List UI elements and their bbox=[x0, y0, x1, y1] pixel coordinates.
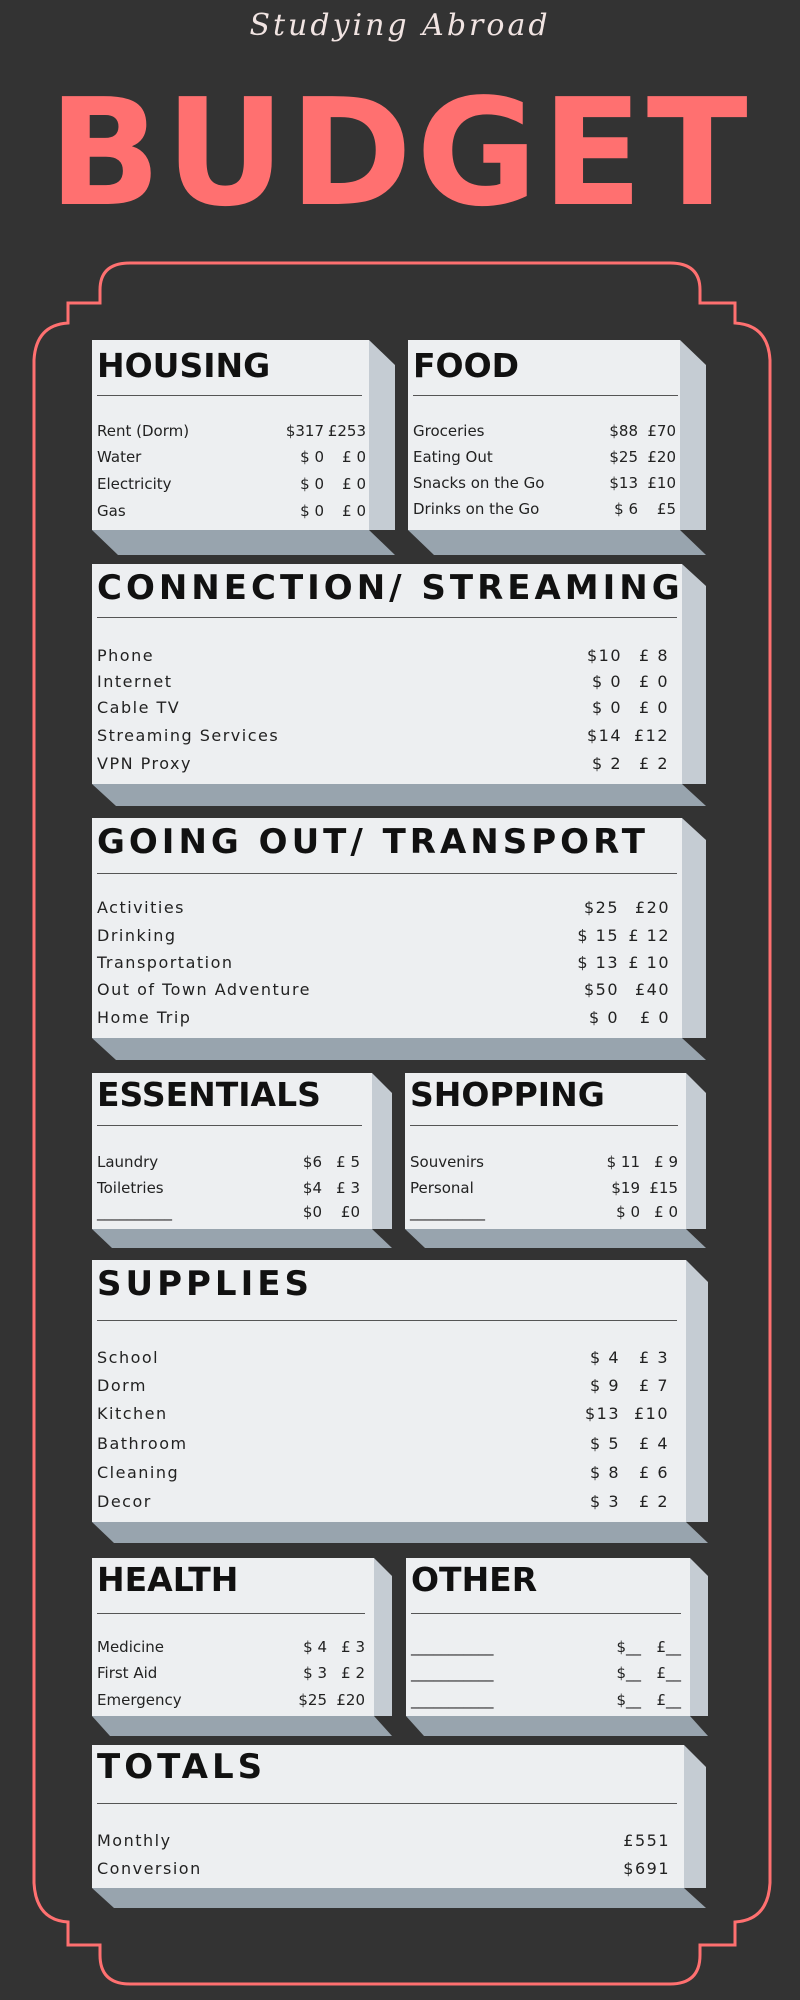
divider bbox=[97, 1803, 677, 1804]
list-item-label: __________ bbox=[97, 1203, 172, 1221]
supplies-title: SUPPLIES bbox=[97, 1264, 313, 1304]
gbp-value: £ 0 bbox=[342, 475, 366, 493]
usd-value: $ 3 bbox=[303, 1664, 327, 1682]
going-out-title: GOING OUT/ TRANSPORT bbox=[97, 822, 649, 862]
usd-value: $ 0 bbox=[300, 448, 324, 466]
usd-value: $14 bbox=[586, 726, 622, 745]
page-title: BUDGET bbox=[48, 67, 752, 239]
usd-value: $19 bbox=[611, 1179, 640, 1197]
other-title: OTHER bbox=[411, 1560, 538, 1599]
list-item-label: Souvenirs bbox=[410, 1153, 484, 1171]
usd-value: $ 9 bbox=[590, 1376, 620, 1395]
totals-card bbox=[92, 1745, 706, 1908]
page-subtitle: Studying Abroad bbox=[249, 8, 551, 43]
gbp-value: £253 bbox=[327, 422, 366, 440]
divider bbox=[97, 1320, 677, 1321]
list-item-label: Dorm bbox=[97, 1376, 147, 1395]
list-item-label: School bbox=[97, 1348, 160, 1367]
usd-value: $ 4 bbox=[303, 1638, 327, 1656]
gbp-value: £20 bbox=[634, 898, 670, 917]
gbp-value: £12 bbox=[633, 726, 669, 745]
list-item-label: Personal bbox=[410, 1179, 474, 1197]
gbp-value: £ 2 bbox=[341, 1664, 365, 1682]
usd-value: $13 bbox=[609, 474, 638, 492]
essentials-card bbox=[92, 1073, 392, 1248]
list-item-label: Eating Out bbox=[413, 448, 493, 466]
usd-value: $ 0 bbox=[300, 502, 324, 520]
usd-value: $ 15 bbox=[577, 926, 619, 945]
gbp-value: £5 bbox=[656, 500, 676, 518]
usd-value: $4 bbox=[302, 1179, 322, 1197]
list-item-label: Transportation bbox=[97, 953, 234, 972]
gbp-value: £ 3 bbox=[336, 1179, 360, 1197]
list-item-label: Laundry bbox=[97, 1153, 159, 1171]
gbp-value: £ 8 bbox=[639, 646, 669, 665]
usd-value: $ 0 bbox=[592, 672, 622, 691]
going-out-card bbox=[92, 818, 706, 1060]
totals-monthly-value: £551 bbox=[623, 1831, 670, 1850]
divider bbox=[97, 617, 677, 618]
blank-line-field[interactable]: ___________ bbox=[411, 1638, 494, 1656]
list-item-label: Decor bbox=[97, 1492, 152, 1511]
gbp-value: £10 bbox=[647, 474, 676, 492]
gbp-value: £ 5 bbox=[336, 1153, 360, 1171]
totals-monthly-label: Monthly bbox=[97, 1831, 172, 1850]
usd-value: $ 6 bbox=[614, 500, 638, 518]
list-item-label: Bathroom bbox=[97, 1434, 188, 1453]
list-item-label: Rent (Dorm) bbox=[97, 422, 190, 440]
list-item-label: Internet bbox=[97, 672, 173, 691]
list-item-label: Toiletries bbox=[97, 1179, 164, 1197]
gbp-value: £__ bbox=[656, 1691, 681, 1709]
list-item-label: Electricity bbox=[97, 475, 172, 493]
divider bbox=[97, 395, 362, 396]
gbp-value: £ 4 bbox=[639, 1434, 669, 1453]
usd-value: $ 0 bbox=[300, 475, 324, 493]
usd-value: $ 0 bbox=[616, 1203, 640, 1221]
connection-card bbox=[92, 564, 706, 806]
blank-line-field[interactable]: ___________ bbox=[411, 1691, 494, 1709]
list-item-label: Phone bbox=[97, 646, 155, 665]
usd-value: $ 0 bbox=[592, 698, 622, 717]
usd-value: $25 bbox=[583, 898, 619, 917]
usd-value: $__ bbox=[616, 1638, 641, 1656]
shopping-card bbox=[405, 1073, 706, 1248]
supplies-card bbox=[92, 1260, 708, 1543]
divider bbox=[411, 1613, 681, 1614]
totals-conversion-value: $691 bbox=[623, 1859, 670, 1878]
divider bbox=[97, 1613, 365, 1614]
housing-card bbox=[92, 340, 395, 555]
divider bbox=[97, 873, 677, 874]
list-item-label: First Aid bbox=[97, 1664, 158, 1682]
health-card bbox=[92, 1558, 392, 1736]
gbp-value: £ 2 bbox=[639, 754, 669, 773]
gbp-value: £ 12 bbox=[628, 926, 670, 945]
usd-value: $ 8 bbox=[590, 1463, 620, 1482]
list-item-label: __________ bbox=[410, 1203, 485, 1221]
other-card bbox=[406, 1558, 708, 1736]
gbp-value: £40 bbox=[634, 980, 670, 999]
gbp-value: £70 bbox=[647, 422, 676, 440]
list-item-label: Activities bbox=[97, 898, 185, 917]
list-item-label: Drinking bbox=[97, 926, 177, 945]
gbp-value: £ 3 bbox=[639, 1348, 669, 1367]
usd-value: $ 2 bbox=[592, 754, 622, 773]
divider bbox=[97, 1125, 362, 1126]
list-item-label: Water bbox=[97, 448, 142, 466]
gbp-value: £ 3 bbox=[341, 1638, 365, 1656]
totals-title: TOTALS bbox=[97, 1747, 267, 1787]
list-item-label: Snacks on the Go bbox=[413, 474, 545, 492]
gbp-value: £ 0 bbox=[639, 698, 669, 717]
gbp-value: £ 0 bbox=[342, 448, 366, 466]
list-item-label: Home Trip bbox=[97, 1008, 192, 1027]
usd-value: $6 bbox=[302, 1153, 322, 1171]
essentials-title: ESSENTIALS bbox=[97, 1075, 321, 1114]
gbp-value: £ 10 bbox=[628, 953, 670, 972]
usd-value: $__ bbox=[616, 1664, 641, 1682]
list-item-label: Drinks on the Go bbox=[413, 500, 540, 518]
usd-value: $50 bbox=[583, 980, 619, 999]
usd-value: $25 bbox=[609, 448, 638, 466]
usd-value: $13 bbox=[584, 1404, 620, 1423]
gbp-value: £__ bbox=[656, 1664, 681, 1682]
usd-value: $0 bbox=[302, 1203, 322, 1221]
usd-value: $ 11 bbox=[606, 1153, 640, 1171]
totals-conversion-label: Conversion bbox=[97, 1859, 202, 1878]
gbp-value: £0 bbox=[340, 1203, 360, 1221]
gbp-value: £ 0 bbox=[640, 1008, 670, 1027]
food-card bbox=[408, 340, 706, 555]
gbp-value: £ 2 bbox=[639, 1492, 669, 1511]
gbp-value: £ 0 bbox=[342, 502, 366, 520]
usd-value: $ 5 bbox=[590, 1434, 620, 1453]
shopping-title: SHOPPING bbox=[410, 1075, 605, 1114]
gbp-value: £ 0 bbox=[654, 1203, 678, 1221]
connection-title: CONNECTION/ STREAMING bbox=[97, 568, 684, 608]
usd-value: $10 bbox=[586, 646, 622, 665]
list-item-label: Streaming Services bbox=[97, 726, 280, 745]
gbp-value: £20 bbox=[336, 1691, 365, 1709]
gbp-value: £ 9 bbox=[654, 1153, 678, 1171]
divider bbox=[410, 1125, 678, 1126]
gbp-value: £__ bbox=[656, 1638, 681, 1656]
gbp-value: £10 bbox=[633, 1404, 669, 1423]
list-item-label: Kitchen bbox=[97, 1404, 168, 1423]
usd-value: $__ bbox=[616, 1691, 641, 1709]
list-item-label: Gas bbox=[97, 502, 126, 520]
list-item-label: Groceries bbox=[413, 422, 485, 440]
usd-value: $317 bbox=[285, 422, 324, 440]
list-item-label: Cable TV bbox=[97, 698, 181, 717]
usd-value: $ 4 bbox=[590, 1348, 620, 1367]
housing-title: HOUSING bbox=[97, 346, 271, 385]
gbp-value: £15 bbox=[649, 1179, 678, 1197]
list-item-label: Emergency bbox=[97, 1691, 182, 1709]
blank-line-field[interactable]: ___________ bbox=[411, 1664, 494, 1682]
gbp-value: £ 6 bbox=[639, 1463, 669, 1482]
list-item-label: Medicine bbox=[97, 1638, 165, 1656]
list-item-label: Out of Town Adventure bbox=[97, 980, 312, 999]
gbp-value: £ 7 bbox=[639, 1376, 669, 1395]
list-item-label: Cleaning bbox=[97, 1463, 180, 1482]
usd-value: $ 13 bbox=[577, 953, 619, 972]
gbp-value: £20 bbox=[647, 448, 676, 466]
usd-value: $88 bbox=[609, 422, 638, 440]
divider bbox=[413, 395, 678, 396]
list-item-label: VPN Proxy bbox=[97, 754, 192, 773]
usd-value: $ 3 bbox=[590, 1492, 620, 1511]
health-title: HEALTH bbox=[97, 1560, 239, 1599]
food-title: FOOD bbox=[413, 346, 520, 385]
gbp-value: £ 0 bbox=[639, 672, 669, 691]
usd-value: $ 0 bbox=[589, 1008, 619, 1027]
usd-value: $25 bbox=[298, 1691, 327, 1709]
